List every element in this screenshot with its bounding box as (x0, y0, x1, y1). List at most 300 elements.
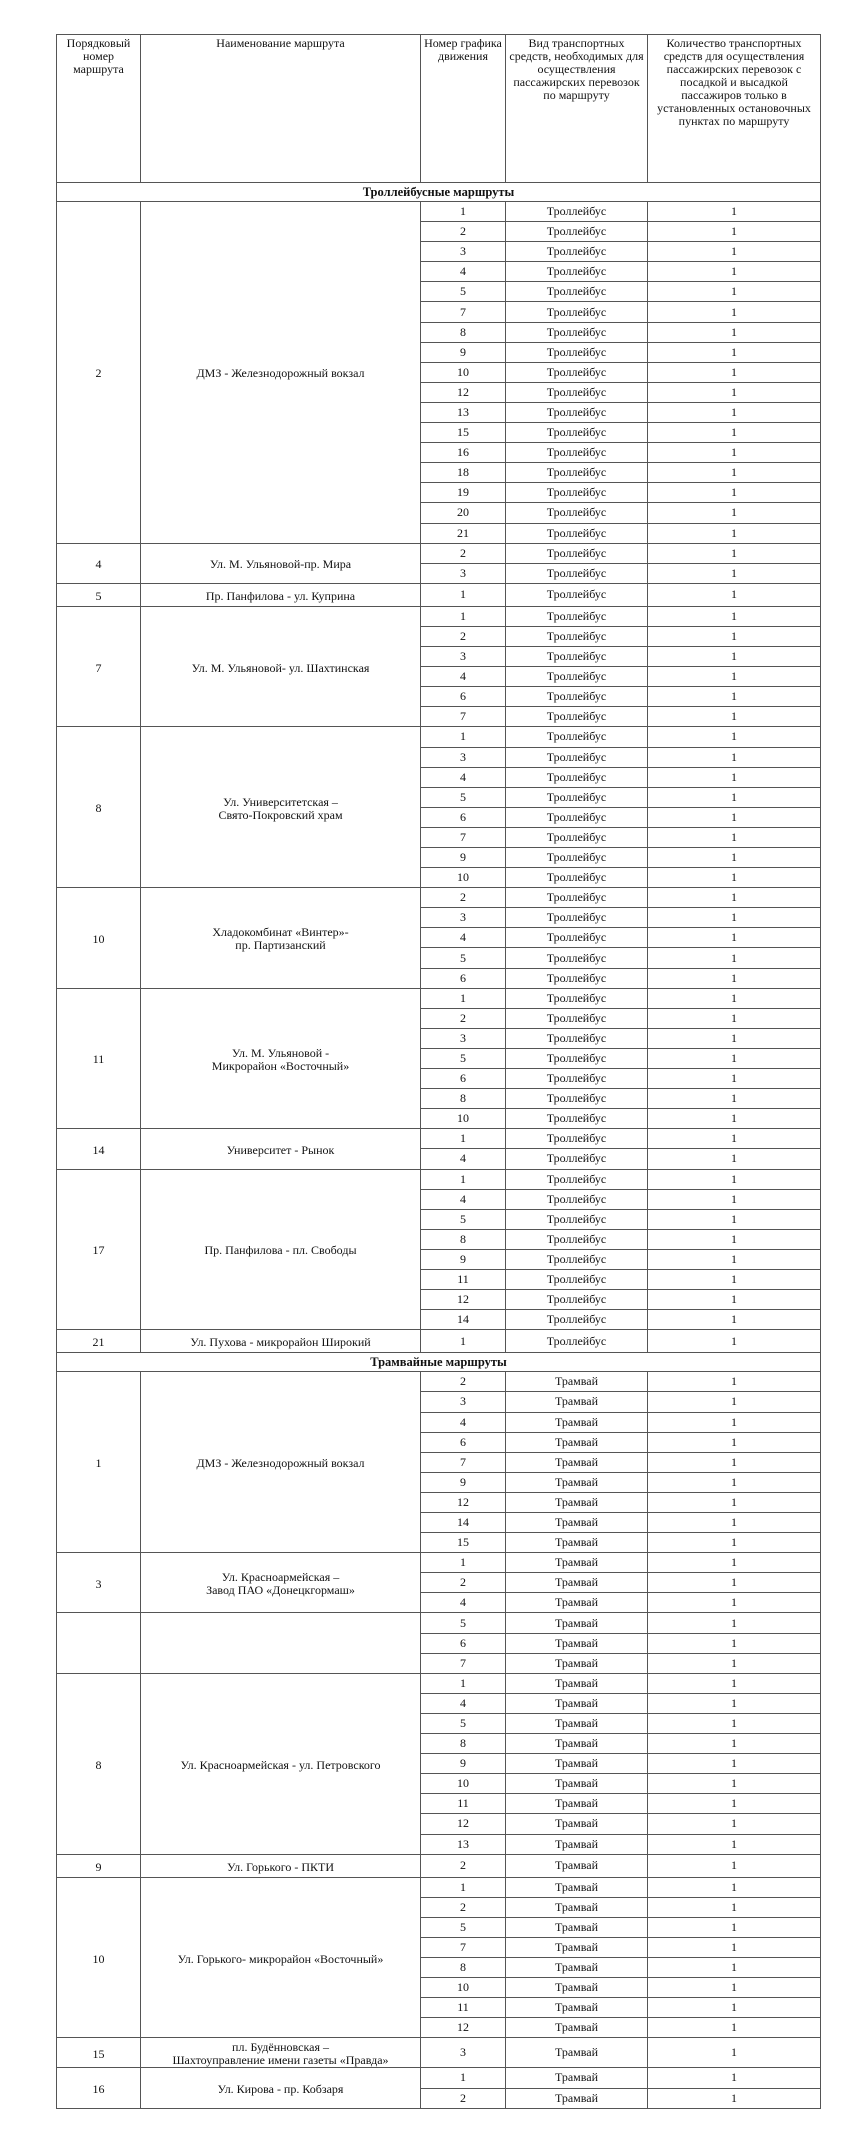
vehicle-type-cell: Троллейбус (506, 503, 648, 523)
schedule-number-cell: 1 (421, 1330, 506, 1353)
vehicle-type-cell: Трамвай (506, 1653, 648, 1673)
schedule-number-cell: 7 (421, 1937, 506, 1957)
route-name-cell: Ул. Кирова - пр. Кобзаря (141, 2068, 421, 2108)
schedule-number-cell: 7 (421, 302, 506, 322)
schedule-number-cell: 4 (421, 1189, 506, 1209)
schedule-number-cell: 2 (421, 1854, 506, 1877)
schedule-number-cell: 2 (421, 1897, 506, 1917)
schedule-number-cell: 20 (421, 503, 506, 523)
vehicle-count-cell: 1 (648, 1472, 821, 1492)
vehicle-count-cell: 1 (648, 1432, 821, 1452)
vehicle-count-cell: 1 (648, 1877, 821, 1897)
vehicle-count-cell: 1 (648, 707, 821, 727)
vehicle-count-cell: 1 (648, 2068, 821, 2088)
vehicle-type-cell: Троллейбус (506, 908, 648, 928)
vehicle-type-cell: Троллейбус (506, 747, 648, 767)
vehicle-type-cell: Троллейбус (506, 322, 648, 342)
route-number-cell: 8 (57, 727, 141, 888)
vehicle-type-cell: Трамвай (506, 1998, 648, 2018)
schedule-number-cell: 4 (421, 1149, 506, 1169)
vehicle-count-cell: 1 (648, 583, 821, 606)
vehicle-count-cell: 1 (648, 1372, 821, 1392)
vehicle-type-cell: Троллейбус (506, 687, 648, 707)
vehicle-type-cell: Троллейбус (506, 606, 648, 626)
table-row (57, 1877, 821, 1897)
route-name-cell: Ул. Пухова - микрорайон Широкий (141, 1330, 421, 1353)
vehicle-type-cell: Трамвай (506, 1734, 648, 1754)
vehicle-type-cell: Трамвай (506, 2068, 648, 2088)
schedule-number-cell: 10 (421, 868, 506, 888)
vehicle-count-cell: 1 (648, 1998, 821, 2018)
header-schedule-number: Номер графика движения (421, 35, 506, 183)
schedule-number-cell: 1 (421, 1169, 506, 1189)
vehicle-count-cell: 1 (648, 747, 821, 767)
schedule-number-cell: 14 (421, 1310, 506, 1330)
vehicle-count-cell: 1 (648, 362, 821, 382)
vehicle-count-cell: 1 (648, 888, 821, 908)
vehicle-type-cell: Троллейбус (506, 1249, 648, 1269)
table-row (57, 543, 821, 563)
vehicle-type-cell: Троллейбус (506, 1129, 648, 1149)
vehicle-type-cell: Трамвай (506, 1754, 648, 1774)
vehicle-count-cell: 1 (648, 1169, 821, 1189)
vehicle-type-cell: Троллейбус (506, 1290, 648, 1310)
vehicle-count-cell: 1 (648, 1028, 821, 1048)
schedule-number-cell: 6 (421, 1069, 506, 1089)
vehicle-type-cell: Трамвай (506, 1533, 648, 1553)
vehicle-type-cell: Троллейбус (506, 342, 648, 362)
vehicle-count-cell: 1 (648, 1513, 821, 1533)
vehicle-type-cell: Троллейбус (506, 423, 648, 443)
vehicle-count-cell: 1 (648, 1834, 821, 1854)
schedule-number-cell: 6 (421, 1432, 506, 1452)
vehicle-type-cell: Трамвай (506, 1917, 648, 1937)
vehicle-type-cell: Трамвай (506, 1553, 648, 1573)
vehicle-type-cell: Троллейбус (506, 202, 648, 222)
schedule-number-cell: 4 (421, 928, 506, 948)
vehicle-count-cell: 1 (648, 423, 821, 443)
route-number-cell: 3 (57, 1553, 141, 1613)
schedule-number-cell: 16 (421, 443, 506, 463)
route-name-cell: ДМЗ - Железнодорожный вокзал (141, 1372, 421, 1553)
vehicle-type-cell: Троллейбус (506, 928, 648, 948)
vehicle-type-cell: Трамвай (506, 1958, 648, 1978)
schedule-number-cell: 3 (421, 1392, 506, 1412)
schedule-number-cell: 7 (421, 707, 506, 727)
route-number-cell: 2 (57, 202, 141, 544)
schedule-number-cell: 13 (421, 1834, 506, 1854)
route-number-cell: 7 (57, 606, 141, 727)
route-name-cell: Ул. Красноармейская - ул. Петровского (141, 1673, 421, 1854)
vehicle-type-cell: Трамвай (506, 1513, 648, 1533)
vehicle-type-cell: Трамвай (506, 2038, 648, 2068)
route-number-cell: 21 (57, 1330, 141, 1353)
schedule-number-cell: 11 (421, 1269, 506, 1289)
schedule-number-cell: 7 (421, 1452, 506, 1472)
vehicle-type-cell: Троллейбус (506, 362, 648, 382)
schedule-number-cell: 1 (421, 1129, 506, 1149)
vehicle-type-cell: Трамвай (506, 1492, 648, 1512)
schedule-number-cell: 3 (421, 2038, 506, 2068)
header-route-number: Порядковый номер маршрута (57, 35, 141, 183)
vehicle-count-cell: 1 (648, 1048, 821, 1068)
vehicle-count-cell: 1 (648, 1008, 821, 1028)
schedule-number-cell: 19 (421, 483, 506, 503)
vehicle-type-cell: Троллейбус (506, 262, 648, 282)
schedule-number-cell: 2 (421, 1008, 506, 1028)
vehicle-type-cell: Троллейбус (506, 1089, 648, 1109)
vehicle-type-cell: Трамвай (506, 1774, 648, 1794)
vehicle-type-cell: Троллейбус (506, 242, 648, 262)
vehicle-count-cell: 1 (648, 827, 821, 847)
schedule-number-cell: 4 (421, 262, 506, 282)
route-name-cell: Ул. М. Ульяновой-пр. Мира (141, 543, 421, 583)
vehicle-count-cell: 1 (648, 1533, 821, 1553)
table-body (57, 183, 821, 2109)
vehicle-count-cell: 1 (648, 1269, 821, 1289)
table-row (57, 1854, 821, 1877)
schedule-number-cell: 12 (421, 1814, 506, 1834)
route-name-cell: пл. Будённовская – Шахтоуправление имени газеты «Правда» (141, 2038, 421, 2068)
vehicle-count-cell: 1 (648, 523, 821, 543)
schedule-number-cell: 9 (421, 848, 506, 868)
schedule-number-cell: 9 (421, 342, 506, 362)
vehicle-count-cell: 1 (648, 322, 821, 342)
vehicle-type-cell: Трамвай (506, 1372, 648, 1392)
schedule-number-cell: 12 (421, 2018, 506, 2038)
vehicle-type-cell: Троллейбус (506, 1008, 648, 1028)
vehicle-count-cell: 1 (648, 1553, 821, 1573)
schedule-number-cell: 2 (421, 222, 506, 242)
vehicle-type-cell: Троллейбус (506, 988, 648, 1008)
schedule-number-cell: 1 (421, 583, 506, 606)
schedule-number-cell: 2 (421, 543, 506, 563)
vehicle-count-cell: 1 (648, 242, 821, 262)
route-number-cell: 16 (57, 2068, 141, 2108)
vehicle-count-cell: 1 (648, 1492, 821, 1512)
vehicle-type-cell: Трамвай (506, 1854, 648, 1877)
vehicle-count-cell: 1 (648, 1149, 821, 1169)
table-row (57, 988, 821, 1008)
vehicle-type-cell: Троллейбус (506, 583, 648, 606)
schedule-number-cell: 3 (421, 563, 506, 583)
vehicle-count-cell: 1 (648, 1754, 821, 1774)
vehicle-count-cell: 1 (648, 928, 821, 948)
vehicle-count-cell: 1 (648, 1673, 821, 1693)
vehicle-type-cell: Троллейбус (506, 443, 648, 463)
vehicle-type-cell: Трамвай (506, 1472, 648, 1492)
route-name-cell: Пр. Панфилова - ул. Куприна (141, 583, 421, 606)
schedule-number-cell: 5 (421, 1613, 506, 1633)
vehicle-type-cell: Трамвай (506, 1412, 648, 1432)
schedule-number-cell: 3 (421, 647, 506, 667)
schedule-number-cell: 4 (421, 1693, 506, 1713)
vehicle-type-cell: Трамвай (506, 1633, 648, 1653)
vehicle-count-cell: 1 (648, 767, 821, 787)
vehicle-type-cell: Троллейбус (506, 888, 648, 908)
schedule-number-cell: 10 (421, 1978, 506, 1998)
vehicle-type-cell: Троллейбус (506, 1109, 648, 1129)
schedule-number-cell: 8 (421, 1229, 506, 1249)
vehicle-type-cell: Троллейбус (506, 707, 648, 727)
route-name-cell (141, 1613, 421, 1673)
vehicle-count-cell: 1 (648, 687, 821, 707)
vehicle-count-cell: 1 (648, 1290, 821, 1310)
vehicle-count-cell: 1 (648, 402, 821, 422)
schedule-number-cell: 6 (421, 1633, 506, 1653)
vehicle-type-cell: Трамвай (506, 2088, 648, 2108)
vehicle-type-cell: Трамвай (506, 1593, 648, 1613)
vehicle-count-cell: 1 (648, 1452, 821, 1472)
vehicle-type-cell: Троллейбус (506, 402, 648, 422)
vehicle-type-cell: Троллейбус (506, 626, 648, 646)
vehicle-count-cell: 1 (648, 443, 821, 463)
table-row (57, 1129, 821, 1149)
table-row (57, 583, 821, 606)
vehicle-type-cell: Трамвай (506, 1713, 648, 1733)
vehicle-count-cell: 1 (648, 2038, 821, 2068)
vehicle-count-cell: 1 (648, 1693, 821, 1713)
route-number-cell: 11 (57, 988, 141, 1129)
schedule-number-cell: 1 (421, 2068, 506, 2088)
vehicle-type-cell: Трамвай (506, 1573, 648, 1593)
schedule-number-cell: 21 (421, 523, 506, 543)
vehicle-type-cell: Троллейбус (506, 948, 648, 968)
table-header-row (57, 35, 821, 183)
schedule-number-cell: 18 (421, 463, 506, 483)
header-route-name: Наименование маршрута (141, 35, 421, 183)
vehicle-count-cell: 1 (648, 1653, 821, 1673)
vehicle-type-cell: Трамвай (506, 1432, 648, 1452)
vehicle-count-cell: 1 (648, 1814, 821, 1834)
schedule-number-cell: 10 (421, 1109, 506, 1129)
vehicle-type-cell: Трамвай (506, 1834, 648, 1854)
vehicle-type-cell: Троллейбус (506, 222, 648, 242)
route-name-cell: Ул. М. Ульяновой- ул. Шахтинская (141, 606, 421, 727)
vehicle-type-cell: Трамвай (506, 1613, 648, 1633)
vehicle-type-cell: Троллейбус (506, 1330, 648, 1353)
schedule-number-cell: 5 (421, 1209, 506, 1229)
schedule-number-cell: 5 (421, 948, 506, 968)
schedule-number-cell: 6 (421, 807, 506, 827)
table-row (57, 1553, 821, 1573)
table-row (57, 1169, 821, 1189)
route-number-cell (57, 1613, 141, 1673)
schedule-number-cell: 10 (421, 1774, 506, 1794)
vehicle-type-cell: Трамвай (506, 1877, 648, 1897)
vehicle-count-cell: 1 (648, 463, 821, 483)
vehicle-count-cell: 1 (648, 1937, 821, 1957)
vehicle-type-cell: Троллейбус (506, 848, 648, 868)
schedule-number-cell: 1 (421, 1877, 506, 1897)
vehicle-type-cell: Троллейбус (506, 787, 648, 807)
schedule-number-cell: 1 (421, 606, 506, 626)
route-name-cell: ДМЗ - Железнодорожный вокзал (141, 202, 421, 544)
vehicle-count-cell: 1 (648, 1573, 821, 1593)
vehicle-count-cell: 1 (648, 1229, 821, 1249)
vehicle-count-cell: 1 (648, 868, 821, 888)
vehicle-count-cell: 1 (648, 202, 821, 222)
schedule-number-cell: 15 (421, 1533, 506, 1553)
route-name-cell: Университет - Рынок (141, 1129, 421, 1169)
vehicle-type-cell: Трамвай (506, 1937, 648, 1957)
schedule-number-cell: 2 (421, 888, 506, 908)
vehicle-count-cell: 1 (648, 606, 821, 626)
vehicle-count-cell: 1 (648, 1249, 821, 1269)
schedule-number-cell: 3 (421, 1028, 506, 1048)
vehicle-type-cell: Трамвай (506, 1693, 648, 1713)
schedule-number-cell: 3 (421, 908, 506, 928)
vehicle-count-cell: 1 (648, 667, 821, 687)
vehicle-count-cell: 1 (648, 647, 821, 667)
vehicle-type-cell: Троллейбус (506, 767, 648, 787)
vehicle-type-cell: Трамвай (506, 1794, 648, 1814)
vehicle-type-cell: Троллейбус (506, 1149, 648, 1169)
route-name-cell: Ул. Красноармейская – Завод ПАО «Донецкгормаш» (141, 1553, 421, 1613)
vehicle-count-cell: 1 (648, 988, 821, 1008)
route-number-cell: 4 (57, 543, 141, 583)
vehicle-count-cell: 1 (648, 382, 821, 402)
route-name-cell: Хладокомбинат «Винтер»- пр. Партизанский (141, 888, 421, 988)
vehicle-type-cell: Трамвай (506, 2018, 648, 2038)
vehicle-type-cell: Троллейбус (506, 563, 648, 583)
vehicle-count-cell: 1 (648, 1794, 821, 1814)
vehicle-count-cell: 1 (648, 848, 821, 868)
schedule-number-cell: 15 (421, 423, 506, 443)
vehicle-count-cell: 1 (648, 1129, 821, 1149)
schedule-number-cell: 1 (421, 1673, 506, 1693)
vehicle-type-cell: Троллейбус (506, 1269, 648, 1289)
schedule-number-cell: 12 (421, 1492, 506, 1512)
section-title: Трамвайные маршруты (57, 1353, 821, 1372)
schedule-number-cell: 14 (421, 1513, 506, 1533)
vehicle-count-cell: 1 (648, 1310, 821, 1330)
vehicle-count-cell: 1 (648, 1978, 821, 1998)
vehicle-count-cell: 1 (648, 543, 821, 563)
vehicle-type-cell: Трамвай (506, 1392, 648, 1412)
schedule-number-cell: 7 (421, 827, 506, 847)
route-number-cell: 1 (57, 1372, 141, 1553)
section-header-row (57, 183, 821, 202)
vehicle-count-cell: 1 (648, 1613, 821, 1633)
vehicle-type-cell: Троллейбус (506, 968, 648, 988)
vehicle-type-cell: Трамвай (506, 1452, 648, 1472)
table-row (57, 1330, 821, 1353)
schedule-number-cell: 11 (421, 1794, 506, 1814)
vehicle-count-cell: 1 (648, 1392, 821, 1412)
route-number-cell: 17 (57, 1169, 141, 1330)
vehicle-type-cell: Троллейбус (506, 382, 648, 402)
vehicle-count-cell: 1 (648, 908, 821, 928)
table-row (57, 202, 821, 222)
schedule-number-cell: 5 (421, 787, 506, 807)
vehicle-type-cell: Троллейбус (506, 868, 648, 888)
vehicle-type-cell: Троллейбус (506, 1189, 648, 1209)
table-row (57, 1673, 821, 1693)
vehicle-count-cell: 1 (648, 626, 821, 646)
schedule-number-cell: 2 (421, 1372, 506, 1392)
vehicle-type-cell: Трамвай (506, 1897, 648, 1917)
schedule-number-cell: 8 (421, 1734, 506, 1754)
vehicle-count-cell: 1 (648, 483, 821, 503)
vehicle-type-cell: Троллейбус (506, 807, 648, 827)
schedule-number-cell: 11 (421, 1998, 506, 2018)
route-number-cell: 15 (57, 2038, 141, 2068)
vehicle-type-cell: Троллейбус (506, 667, 648, 687)
vehicle-count-cell: 1 (648, 968, 821, 988)
vehicle-type-cell: Троллейбус (506, 1229, 648, 1249)
vehicle-count-cell: 1 (648, 1958, 821, 1978)
section-title: Троллейбусные маршруты (57, 183, 821, 202)
schedule-number-cell: 2 (421, 626, 506, 646)
schedule-number-cell: 9 (421, 1754, 506, 1774)
table-row (57, 606, 821, 626)
document-page (56, 34, 820, 2109)
schedule-number-cell: 10 (421, 362, 506, 382)
schedule-number-cell: 2 (421, 1573, 506, 1593)
vehicle-count-cell: 1 (648, 1713, 821, 1733)
schedule-number-cell: 4 (421, 767, 506, 787)
schedule-number-cell: 12 (421, 382, 506, 402)
table-row (57, 1613, 821, 1633)
routes-table (56, 34, 821, 2109)
vehicle-count-cell: 1 (648, 1330, 821, 1353)
vehicle-count-cell: 1 (648, 302, 821, 322)
vehicle-type-cell: Троллейбус (506, 1310, 648, 1330)
schedule-number-cell: 4 (421, 1412, 506, 1432)
vehicle-count-cell: 1 (648, 1633, 821, 1653)
route-number-cell: 5 (57, 583, 141, 606)
schedule-number-cell: 5 (421, 1048, 506, 1068)
schedule-number-cell: 12 (421, 1290, 506, 1310)
table-row (57, 1372, 821, 1392)
route-number-cell: 9 (57, 1854, 141, 1877)
vehicle-count-cell: 1 (648, 1109, 821, 1129)
table-row (57, 888, 821, 908)
vehicle-type-cell: Троллейбус (506, 543, 648, 563)
vehicle-type-cell: Троллейбус (506, 647, 648, 667)
route-name-cell: Пр. Панфилова - пл. Свободы (141, 1169, 421, 1330)
vehicle-type-cell: Троллейбус (506, 827, 648, 847)
schedule-number-cell: 9 (421, 1472, 506, 1492)
vehicle-type-cell: Троллейбус (506, 523, 648, 543)
vehicle-type-cell: Трамвай (506, 1978, 648, 1998)
vehicle-type-cell: Троллейбус (506, 1028, 648, 1048)
schedule-number-cell: 1 (421, 988, 506, 1008)
vehicle-count-cell: 1 (648, 1189, 821, 1209)
schedule-number-cell: 4 (421, 667, 506, 687)
schedule-number-cell: 4 (421, 1593, 506, 1613)
vehicle-type-cell: Трамвай (506, 1673, 648, 1693)
route-name-cell: Ул. Горького - ПКТИ (141, 1854, 421, 1877)
table-row (57, 2038, 821, 2068)
vehicle-count-cell: 1 (648, 1854, 821, 1877)
vehicle-count-cell: 1 (648, 727, 821, 747)
vehicle-count-cell: 1 (648, 2088, 821, 2108)
vehicle-count-cell: 1 (648, 1897, 821, 1917)
schedule-number-cell: 8 (421, 1089, 506, 1109)
schedule-number-cell: 5 (421, 282, 506, 302)
schedule-number-cell: 8 (421, 322, 506, 342)
section-header-row (57, 1353, 821, 1372)
vehicle-type-cell: Троллейбус (506, 1069, 648, 1089)
schedule-number-cell: 8 (421, 1958, 506, 1978)
route-number-cell: 14 (57, 1129, 141, 1169)
vehicle-count-cell: 1 (648, 1593, 821, 1613)
schedule-number-cell: 1 (421, 1553, 506, 1573)
schedule-number-cell: 5 (421, 1917, 506, 1937)
vehicle-count-cell: 1 (648, 1734, 821, 1754)
